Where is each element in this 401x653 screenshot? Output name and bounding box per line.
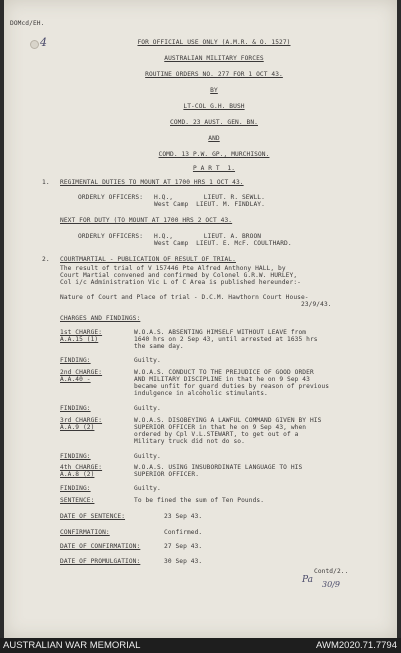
charge-1-text-1: W.O.A.S. ABSENTING HIMSELF WITHOUT LEAVE from: [134, 329, 307, 336]
margin-mark: 4: [40, 36, 47, 49]
charge-3-label: 3rd CHARGE:: [60, 417, 103, 424]
next-officer-hq: H.Q., LIEUT. A. BROON: [154, 233, 262, 240]
charge-1-text-3: the same day.: [134, 343, 184, 350]
header-line-7: AND: [208, 135, 220, 142]
charge-4-text-1: W.O.A.S. USING INSUBORDINATE LANGUAGE TO HIS: [134, 464, 303, 471]
header-line-1: FOR OFFICIAL USE ONLY (A.M.R. & O. 1527): [137, 39, 291, 46]
charge-3-ref: A.A.9 (2): [60, 424, 95, 431]
next-officer-west: West Camp LIEUT. E. McF. COULTHARD.: [154, 240, 292, 247]
header-line-2: AUSTRALIAN MILITARY FORCES: [164, 55, 264, 62]
finding-4-value: Guilty.: [134, 485, 161, 492]
handwritten-date: 30/9: [322, 580, 340, 589]
orderly-officers-label: ORDERLY OFFICERS:: [78, 194, 144, 201]
section-2-number: 2.: [42, 256, 50, 263]
date-of-sentence-label: DATE OF SENTENCE:: [60, 513, 126, 520]
charge-1-text-2: 1640 hrs on 2 Sep 43, until arrested at 1635 hrs: [134, 336, 318, 343]
date-of-confirmation-label: DATE OF CONFIRMATION:: [60, 543, 141, 550]
header-line-4: BY: [210, 87, 218, 94]
charge-3-text-4: Military truck did not do so.: [134, 438, 245, 445]
charge-3-text-2: SUPERIOR OFFICER in that he on 9 Sep 43, when: [134, 424, 307, 431]
archive-footer: [0, 638, 401, 653]
date-of-promulgation-label: DATE OF PROMULGATION:: [60, 558, 141, 565]
trial-paragraph-2: Court Martial convened and confirmed by Colonel G.R.W. HURLEY,: [60, 272, 298, 279]
date-of-sentence-value: 23 Sep 43.: [164, 513, 203, 520]
next-for-duty: NEXT FOR DUTY (TO MOUNT AT 1700 HRS 2 OCT 43.: [60, 217, 233, 224]
charge-1-ref: A.A.15 (1): [60, 336, 99, 343]
charge-1-label: 1st CHARGE:: [60, 329, 103, 336]
finding-3-label: FINDING:: [60, 453, 91, 460]
section-1-title: REGIMENTAL DUTIES TO MOUNT AT 1700 HRS 1 OCT 43.: [60, 179, 244, 186]
footer-institution: AUSTRALIAN WAR MEMORIAL: [3, 640, 141, 651]
part-heading: P A R T 1.: [192, 165, 236, 172]
charge-2-ref: A.A.40 -: [60, 376, 91, 383]
nature-of-court-date: 23/9/43.: [301, 301, 332, 308]
trial-paragraph-3: Col i/c Administration Vic L of C Area is published hereunder:-: [60, 279, 301, 286]
confirmation-label: CONFIRMATION:: [60, 529, 110, 536]
continued-note: Contd/2..: [314, 568, 349, 575]
finding-2-value: Guilty.: [134, 405, 161, 412]
finding-1-value: Guilty.: [134, 357, 161, 364]
header-line-6: COMD. 23 AUST. GEN. BN.: [170, 119, 258, 126]
charge-4-text-2: SUPERIOR OFFICER.: [134, 471, 200, 478]
finding-3-value: Guilty.: [134, 453, 161, 460]
finding-1-label: FINDING:: [60, 357, 91, 364]
charge-3-text-1: W.O.A.S. DISOBEYING A LAWFUL COMMAND GIVEN BY HIS: [134, 417, 322, 424]
section-1-number: 1.: [42, 179, 50, 186]
footer-accession-number: AWM2020.71.7794: [316, 640, 397, 651]
date-of-promulgation-value: 30 Sep 43.: [164, 558, 203, 565]
confirmation-value: Confirmed.: [164, 529, 203, 536]
charge-4-ref: A.A.8 (2): [60, 471, 95, 478]
charge-2-label: 2nd CHARGE:: [60, 369, 103, 376]
orderly-officer-hq: H.Q., LIEUT. R. SEWLL.: [154, 194, 265, 201]
charge-3-text-3: ordered by Cpl V.L.STEWART, to get out of a: [134, 431, 299, 438]
sentence-value: To be fined the sum of Ten Pounds.: [134, 497, 265, 504]
document-page: [4, 0, 397, 638]
punch-hole: [30, 40, 39, 49]
orderly-officer-west: West Camp LIEUT. M. FINDLAY.: [154, 201, 265, 208]
header-line-3: ROUTINE ORDERS NO. 277 FOR 1 OCT 43.: [145, 71, 283, 78]
finding-2-label: FINDING:: [60, 405, 91, 412]
nature-of-court: Nature of Court and Place of trial - D.C.M. Hawthorn Court House-: [60, 294, 309, 301]
sentence-label: SENTENCE:: [60, 497, 95, 504]
charge-2-text-4: indulgence in alcoholic stimulants.: [134, 390, 268, 397]
finding-4-label: FINDING:: [60, 485, 91, 492]
orderly-officers-label-2: ORDERLY OFFICERS:: [78, 233, 144, 240]
charge-2-text-2: AND MILITARY DISCIPLINE in that he on 9 Sep 43: [134, 376, 310, 383]
charge-2-text-3: became unfit for guard duties by reason of previous: [134, 383, 330, 390]
charge-2-text-1: W.O.A.S. CONDUCT TO THE PREJUDICE OF GOOD ORDER: [134, 369, 314, 376]
header-line-5: LT-COL G.H. BUSH: [183, 103, 245, 110]
charges-heading: CHARGES AND FINDINGS:: [60, 315, 141, 322]
section-2-title: COURTMARTIAL - PUBLICATION OF RESULT OF TRIAL.: [60, 256, 236, 263]
header-line-8: COMD. 13 P.W. GP., MURCHISON.: [158, 151, 270, 158]
handwritten-initials: Pa: [302, 575, 314, 585]
trial-paragraph-1: The result of trial of V 157446 Pte Alfred Anthony HALL, by: [60, 265, 286, 272]
charge-4-label: 4th CHARGE:: [60, 464, 103, 471]
date-of-confirmation-value: 27 Sep 43.: [164, 543, 203, 550]
reference-code: DOMcd/EH.: [10, 20, 45, 27]
